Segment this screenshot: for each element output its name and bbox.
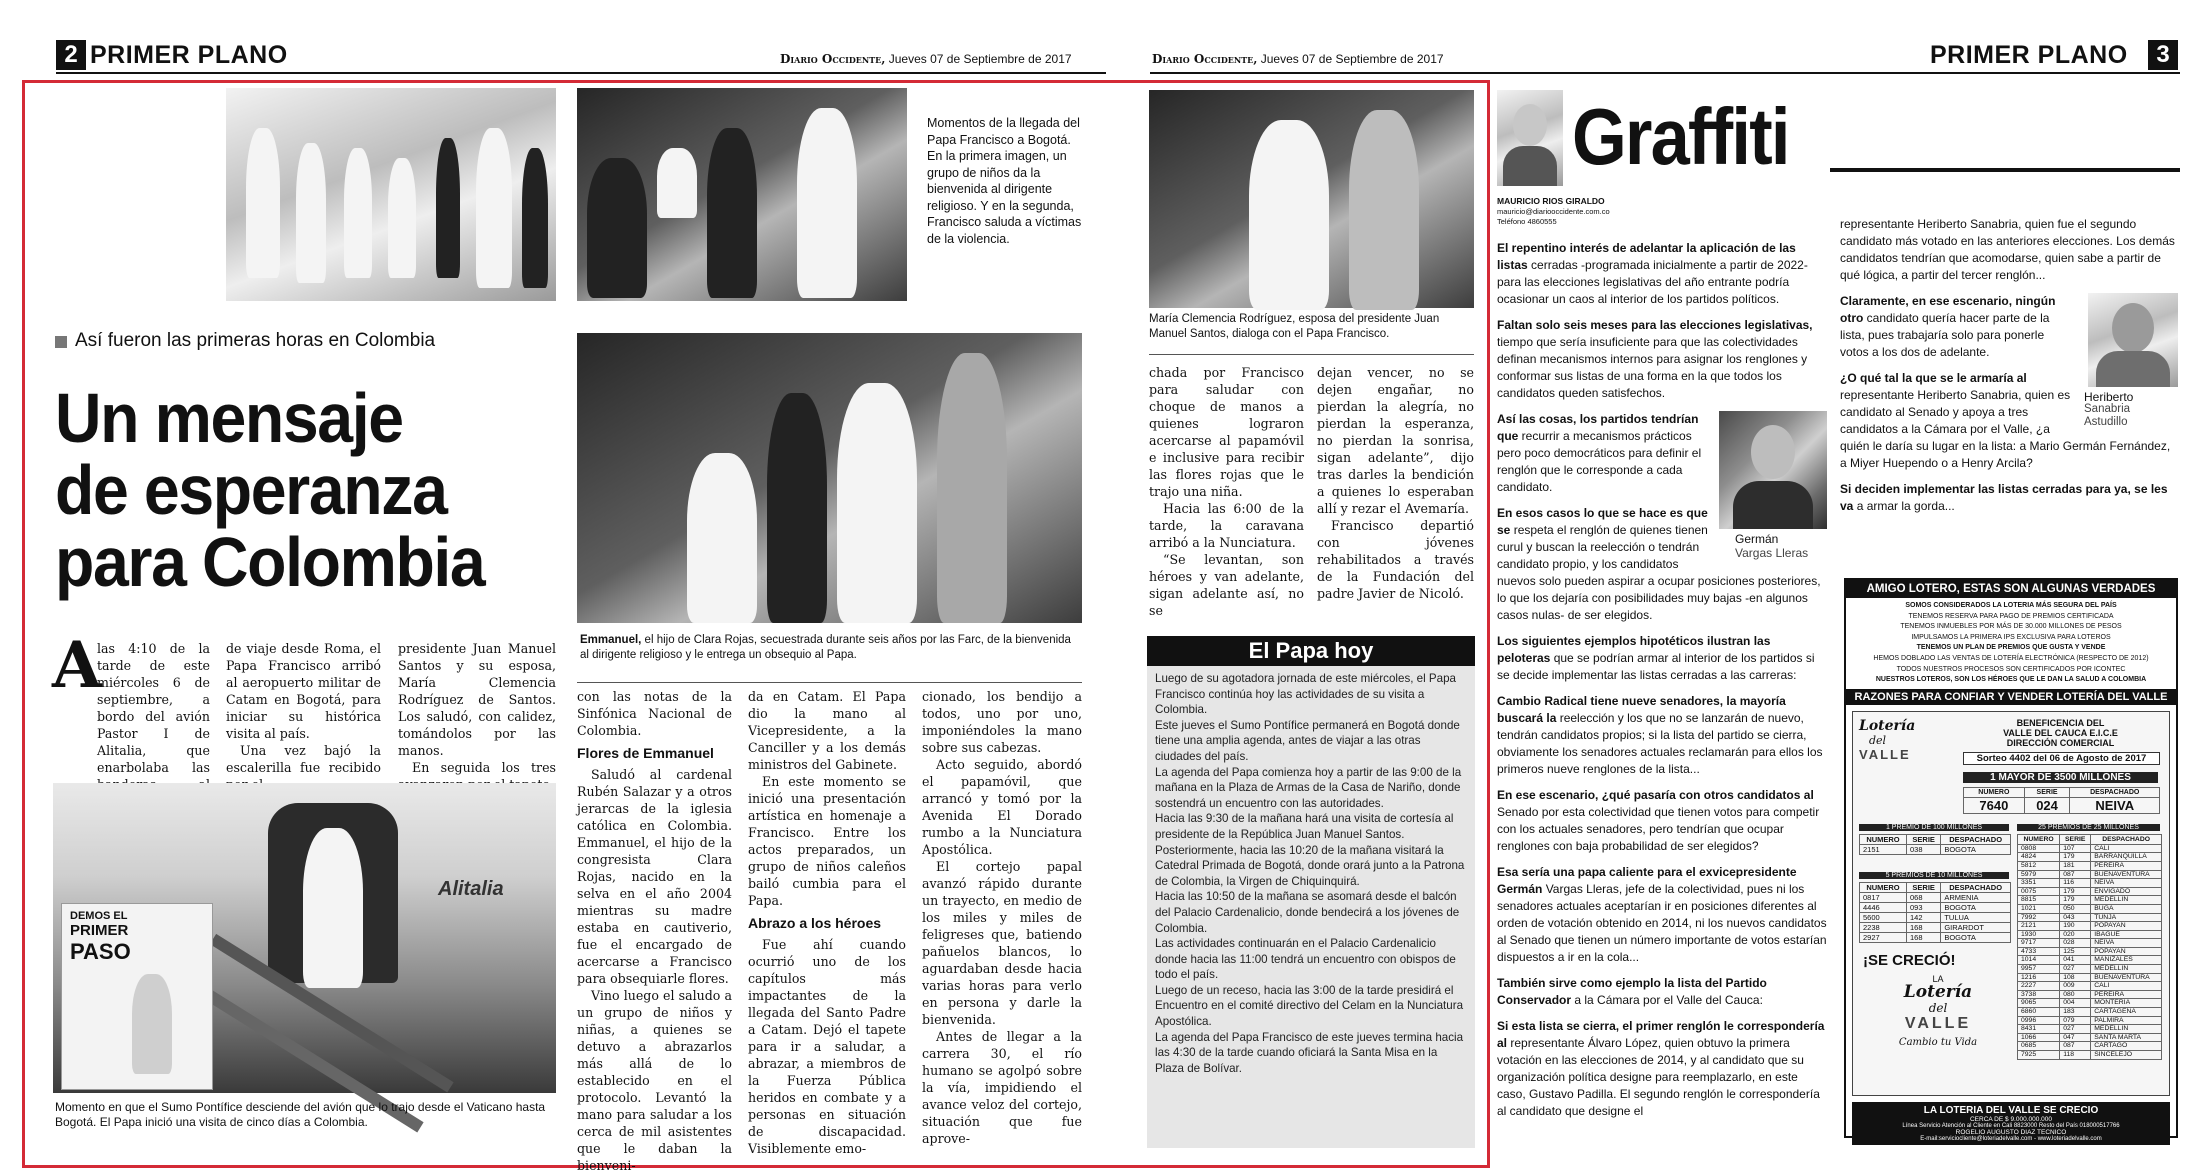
left-masthead [780, 52, 1072, 66]
lottery-results [1852, 711, 2170, 1096]
lottery-ad [1844, 578, 2178, 1142]
headline [55, 379, 485, 601]
table-cell: POPAYAN [2091, 922, 2162, 931]
article-col-7-p1: chada por Francisco para saludar con choque de manos a quienes lograron acercarse al papamóvil e inclusive para recibir las flores rojas que le trajo una niña. [1149, 365, 1304, 499]
graffiti-p6: Cambio Radical tiene nueve senadores, la mayoría buscará la reelección y los que no se lanzarán de nuevo, tendrán candidatos propios; si la lista del partido se cierra, obviamente los senadores actuales reclamarán para ellos los primeros nueve renglones de la lista... [1497, 694, 1823, 776]
article-col-4-p1: con las notas de la Sinfónica Nacional de Colombia. [577, 689, 732, 738]
table-cell: BUENAVENTURA [2091, 973, 2162, 982]
article-col-5-p1: da en Catam. El Papa dio la mano al Vicepresidente, a la Canciller y a los demás ministros del Gabinete. [748, 689, 906, 772]
table-row [2018, 1016, 2162, 1025]
masthead-date: Jueves 07 de Septiembre de 2017 [1257, 52, 1444, 66]
table-cell: MONTERIA [2091, 999, 2162, 1008]
premio2-label: 5 PREMIOS DE 10 MILLONES [1859, 872, 2009, 879]
table-cell: MEDELLIN [2091, 965, 2162, 974]
article-col-2 [226, 640, 381, 780]
table-row [2018, 861, 2162, 870]
welcome-banner [61, 903, 213, 1090]
table-row [2018, 999, 2162, 1008]
photo-plane-descent [53, 783, 556, 1093]
kicker: Así fueron las primeras horas en Colombia [75, 330, 436, 351]
article-col-6-p4: Antes de llegar a la carrera 30, el río humano se agolpó sobre la vía, impidiendo el avance veloz del cortejo, situación que fue aprove- [922, 1029, 1082, 1146]
graffiti-title: Graffiti [1572, 92, 1789, 181]
table-cell: MEDELLIN [2091, 1025, 2162, 1034]
table-row [2018, 1033, 2162, 1042]
german-photo [1719, 411, 1827, 529]
table-cell: BUENAVENTURA [2091, 870, 2162, 879]
photo-clemencia [1149, 90, 1474, 308]
headline-line-1: Un mensaje [55, 379, 403, 457]
heriberto-photo [2088, 293, 2178, 387]
kicker-square [55, 336, 67, 348]
papa-hoy-p3: La agenda del Papa comienza hoy a partir de las 9:00 de la mañana en la Plaza de Armas de la Casa de Nariño, donde sostendrá un encuentro con las autoridades. [1155, 765, 1462, 810]
papa-hoy-p2: Este jueves el Sumo Pontífice permanerá en Bogotá donde tiene una amplia agenda, antes de viajar a las otras ciudades del país. [1155, 718, 1460, 763]
german-photo-block [1715, 411, 1827, 561]
article-col-8-p1: dejan vencer, no se dejen engañar, no pierdan la alegría, no pierdan la esperanza, no pierdan la sonrisa, sigan adelante”, dijo tras darles la bendición a quienes lo esperaban allí y rezar el Avemaría. [1317, 365, 1474, 516]
beneficencia: BENEFICENCIA DEL VALLE DEL CAUCA E.I.C.E DIRECCIÓN COMERCIAL [2003, 717, 2118, 748]
table-cell: 7992 [2018, 913, 2060, 922]
papa-hoy-p7: Las actividades continuarán en el Palacio Cardenalicio donde hacia las 11:00 tendrá un encuentro con obispos de todo el país. [1155, 937, 1456, 982]
drop-cap: A [52, 628, 102, 703]
table-cell: 9717 [2018, 939, 2060, 948]
graffiti-p5: Los siguientes ejemplos hipotéticos ilustran las peloteras que se podrían armar al interior de los partidos si se decide implementar las listas cerradas a las carreras: [1497, 634, 1815, 682]
table-cell: 5812 [2018, 861, 2060, 870]
papa-hoy-title: El Papa hoy [1147, 636, 1475, 666]
table-cell: 6860 [2018, 1008, 2060, 1017]
table-cell: 020 [2060, 930, 2091, 939]
graffiti-p4: En esos casos lo que se hace es que se respeta el renglón de quienes tienen curul y buscan la reelección o tendrán candidato propio, y los candidatos nuevos solo pueden aspirar a ocupar posiciones posteriores, lo que los dejaría con posibilidades muy bajas -en algunos casos nulas- de ser elegidos. [1497, 506, 1821, 622]
article-col-8 [1317, 364, 1474, 624]
premio3-label: 25 PREMIOS DE 25 MILLONES [2017, 824, 2160, 831]
lottery-header-2: RAZONES PARA CONFIAR Y VENDER LOTERÍA DEL VALLE [1846, 689, 2176, 705]
table-cell: 2227 [2018, 982, 2060, 991]
right-page-number: 3 [2148, 40, 2178, 70]
author-photo [1497, 90, 1563, 186]
table-row [2018, 947, 2162, 956]
left-page-number: 2 [56, 40, 86, 70]
author-email: mauricio@diariooccidente.com.co [1497, 207, 1610, 216]
caption-emmanuel-bold: Emmanuel, [580, 634, 642, 646]
table-cell: 004 [2060, 999, 2091, 1008]
table-row [2018, 1025, 2162, 1034]
graffiti-title-rule [1830, 168, 2180, 172]
graffiti-p10: Si esta lista se cierra, el primer renglón le correspondería al representante Álvaro López, quien obtuvo la primera votación en las elecciones de 2014, y al candidato que su organización política designe para reemplazarlo, en este caso, Gustavo Padilla. El segundo renglón le correspondería al candidato que designe el [1497, 1019, 1825, 1118]
table-cell: CARTAGENA [2091, 1008, 2162, 1017]
graffiti-c2-p3: ¿O qué tal la que se le armaría al representante Heriberto Sanabria, quien es candidato al Senado y apoya a tres candidatos a la Cámara por el Valle, ¿a quién le daría su lugar en la lista: a Mario Germán Fernández, a Miyer Huependo o a Henry Arcila? [1840, 371, 2171, 470]
table-cell: 080 [2060, 990, 2091, 999]
table-row [2018, 844, 2162, 853]
banner-line-1: DEMOS EL [70, 910, 128, 922]
subhead-abrazo: Abrazo a los héroes [748, 915, 882, 931]
table-cell: 190 [2060, 922, 2091, 931]
table-cell: 079 [2060, 1016, 2091, 1025]
article-col-5 [748, 688, 906, 1156]
table-cell: 4824 [2018, 853, 2060, 862]
table-cell: 0996 [2018, 1016, 2060, 1025]
papa-hoy-p4: Hacia las 9:30 de la mañana hará una visita de cortesía al presidente de la República Juan Manuel Santos. [1155, 812, 1454, 841]
table-cell: 3738 [2018, 990, 2060, 999]
table-cell: 181 [2060, 861, 2091, 870]
lottery-header-1: AMIGO LOTERO, ESTAS SON ALGUNAS VERDADES [1846, 580, 2176, 598]
german-surname: Vargas Lleras [1735, 546, 1809, 560]
table-row [2018, 1051, 2162, 1060]
table-cell: 4733 [2018, 947, 2060, 956]
table-row [2018, 939, 2162, 948]
table-cell: 107 [2060, 844, 2091, 853]
masthead-name: Diario Occidente, [1152, 52, 1258, 66]
article-col-6-p1: cionado, los bendijo a todos, uno por uno, imponiéndoles la mano sobre sus cabezas. [922, 689, 1082, 755]
table-cell: PEREIRA [2091, 861, 2162, 870]
table-cell: SINCELEJO [2091, 1051, 2162, 1060]
table-cell: PALMIRA [2091, 1016, 2162, 1025]
left-section-title: PRIMER PLANO [90, 41, 288, 69]
table-cell: 0685 [2018, 1042, 2060, 1051]
caption-emmanuel-text: el hijo de Clara Rojas, secuestrada durante seis años por las Farc, de la bienvenida al dirigente religioso y le entrega un obsequio al Papa. [580, 634, 1071, 661]
table-cell: 179 [2060, 896, 2091, 905]
photo-victims-greeting [577, 88, 907, 301]
article-col-1 [55, 640, 210, 780]
table-cell: CALI [2091, 844, 2162, 853]
graffiti-c2-p1: representante Heriberto Sanabria, quien fue el segundo candidato más votado en las anteriores elecciones. Los demás candidatos tendrían que acomodarse, quien sabe a partir de qué lógica, a partir del tercer renglón... [1840, 217, 2175, 282]
left-header-rule [56, 72, 1106, 74]
masthead-date: Jueves 07 de Septiembre de 2017 [885, 52, 1072, 66]
mayor-table: NUMERO SERIE DESPACHADO 7640 024 NEIVA [1963, 787, 2160, 814]
table-row [2018, 956, 2162, 965]
table-row [2018, 853, 2162, 862]
crecio-logo: LA Lotería del VALLE Cambio tu Vida [1898, 973, 1978, 1048]
rule-under-clemencia [1149, 354, 1474, 355]
table-cell: ENVIGADO [2091, 887, 2162, 896]
article-col-4-p2: Saludó al cardenal Rubén Salazar y a otros jerarcas de la iglesia católica en Colombia. Emmanuel, el hijo de la congresista Clara Rojas, nacido en la selva en el año 2004 mientras su madre estaba en cautiverio, fue el encargado de acercarse a Francisco para obsequiarle flores. [577, 767, 732, 986]
table-row [2018, 930, 2162, 939]
article-col-5-p3: Fue ahí cuando ocurrió uno de los capítulos más impactantes de la llegada del Santo Padre a Catam. Dejó el tapete para ir a saludar, a abrazar, a miembros de la Fuerza Pública heridos en combate y a personas en situación de discapacidad. Visiblemente emo- [748, 937, 906, 1156]
article-col-4 [577, 688, 732, 1173]
table-cell: PEREIRA [2091, 990, 2162, 999]
table-cell: 5979 [2018, 870, 2060, 879]
table-cell: 116 [2060, 879, 2091, 888]
table-cell: 7925 [2018, 1051, 2060, 1060]
table-cell: 183 [2060, 1008, 2091, 1017]
banner-line-3: PASO [70, 939, 131, 964]
papa-hoy-body [1147, 666, 1475, 1076]
papa-hoy-p8: Luego de un receso, hacia las 3:00 de la tarde presidirá el Encuentro en el comité directivo del Celam en la Nunciatura Apostólica. [1155, 983, 1464, 1029]
right-masthead [1152, 52, 1444, 66]
photo-emmanuel [577, 333, 1082, 623]
papa-hoy-p5: Posteriormente, hacia las 10:20 de la mañana visitará la Catedral Primada de Bogotá, donde orará junto a la Patrona de Colombia, la Virgen de Chiquinquirá. [1155, 843, 1465, 888]
table-row [2018, 887, 2162, 896]
table-cell: 0075 [2018, 887, 2060, 896]
article-col-3 [398, 640, 556, 780]
graffiti-col-1 [1497, 240, 1827, 1150]
table-cell: 043 [2060, 913, 2091, 922]
table-cell: 1014 [2018, 956, 2060, 965]
table-row [2018, 896, 2162, 905]
article-col-7-p2: Hacia las 6:00 de la tarde, la caravana arribó a la Nunciatura. [1149, 501, 1304, 550]
article-col-6-p3: El cortejo papal avanzó rápido durante un trayecto, en medio de los miles y miles de feligreses que, batiendo pañuelos blancos, lo aguardaban desde hacia varias horas para verlo en persona y darle la bienvenida. [922, 859, 1082, 1027]
table-cell: 3351 [2018, 879, 2060, 888]
author-name: MAURICIO RIOS GIRALDO [1497, 196, 1605, 206]
lottery-footer: LA LOTERIA DEL VALLE SE CRECIO CERCA DE $ 9.000.000.000 Línea Servicio Atención al Cliente en Cali 8823000 Resto del País 018000517766 ROGELIO AUGUSTO DIAZ TECNICO E-mail:serviciocliente@loteriadelvalle.com - www.loteriadelvalle.com [1852, 1102, 2170, 1145]
premio1-table: NUMERO SERIE DESPACHADO 2151 038 BOGOTA [1859, 834, 2011, 855]
table-row [2018, 904, 2162, 913]
lottery-logo: Lotería del VALLE [1859, 717, 1916, 762]
table-cell: MANIZALES [2091, 956, 2162, 965]
table-cell: 9957 [2018, 965, 2060, 974]
heriberto-surname: Sanabria Astudillo [2084, 403, 2131, 428]
article-col-4-p3: Vino luego el saludo a un grupo de niños y niñas, a quienes se detuvo a abrazarlos más allá de lo establecido en el protocolo. Levantó la mano para saludar a los cerca de mil asistentes que le daban la bienveni- [577, 988, 732, 1173]
table-cell: 087 [2060, 1042, 2091, 1051]
table-cell: 1021 [2018, 904, 2060, 913]
table-cell: 9065 [2018, 999, 2060, 1008]
sorteo-label: Sorteo 4402 del 06 de Agosto de 2017 [1963, 752, 2160, 765]
author-phone: Teléfono 4860555 [1497, 217, 1557, 226]
graffiti-c2-p4: Si deciden implementar las listas cerradas para ya, se les va a armar la gorda... [1840, 482, 2168, 513]
article-col-8-p2: Francisco departió con jóvenes rehabilitados a través de la Fundación del padre Javier de Nicoló. [1317, 518, 1474, 601]
table-cell: TUNJA [2091, 913, 2162, 922]
table-row [2018, 870, 2162, 879]
table-cell: CARTAGO [2091, 1042, 2162, 1051]
table-row [2018, 982, 2162, 991]
table-row [2018, 1008, 2162, 1017]
heriberto-name: Heriberto [2084, 390, 2134, 404]
graffiti-p7: En ese escenario, ¿qué pasaría con otros candidatos al Senado por esta colectividad que tienen votos para competir con los actuales senadores, pero tendrían que ocupar renglones con baja probabilidad de ser elegidos? [1497, 788, 1820, 853]
table-cell: 041 [2060, 956, 2091, 965]
plane-brand: Alitalia [438, 878, 504, 900]
caption-arrival: Momentos de la llegada del Papa Francisco a Bogotá. En la primera imagen, un grupo de niños da la bienvenida al dirigente religioso. Y en la segunda, Francisco saluda a víctimas de la violencia. [927, 116, 1082, 246]
table-cell: NEIVA [2091, 939, 2162, 948]
table-cell: 2121 [2018, 922, 2060, 931]
table-cell: BUGA [2091, 904, 2162, 913]
article-col-3-p1: presidente Juan Manuel Santos y su esposa, María Clemencia Rodríguez de Santos. Los saludó, con calidez, tomándolos por las manos. [398, 641, 556, 758]
papa-hoy-p1: Luego de su agotadora jornada de este miércoles, el Papa Francisco continúa hoy las actividades de su visita a Colombia. [1155, 672, 1457, 717]
papa-hoy-box [1147, 636, 1475, 1148]
table-cell: 009 [2060, 982, 2091, 991]
table-row [2018, 913, 2162, 922]
table-row [2018, 1042, 2162, 1051]
graffiti-p9: También sirve como ejemplo la lista del Partido Conservador a la Cámara por el Valle del Cauca: [1497, 976, 1767, 1007]
article-col-6-p2: Acto seguido, abordó el papamóvil, que arrancó y tomó por la Avenida El Dorado rumbo a la Nunciatura Apostólica. [922, 757, 1082, 857]
table-cell: BARRANQUILLA [2091, 853, 2162, 862]
crecio-text: ¡SE CRECIÓ! [1863, 951, 1956, 969]
table-cell: 1216 [2018, 973, 2060, 982]
table-cell: MEDELLIN [2091, 896, 2162, 905]
table-cell: 118 [2060, 1051, 2091, 1060]
right-header-rule [1150, 72, 2180, 74]
table-cell: 028 [2060, 939, 2091, 948]
mayor-label: 1 MAYOR DE 3500 MILLONES [1963, 772, 2158, 783]
lottery-verdades: SOMOS CONSIDERADOS LA LOTERIA MÁS SEGURA DEL PAÍS TENEMOS RESERVA PARA PAGO DE PREMIOS CERTIFICADA TENEMOS INMUEBLES POR MÁS DE 30.000 MILLONES DE PESOS IMPULSAMOS LA PRIMERA IPS EXCLUSIVA PARA LOTEROS TENEMOS UN PLAN DE PREMIOS QUE GUSTA Y VENDE HEMOS DOBLADO LAS VENTAS DE LOTERÍA ELECTRÓNICA (RESPECTO DE 2012) TODOS NUESTROS PROCESOS SON CERTIFICADOS POR ICONTEC NUESTROS LOTEROS, SON LOS HÉROES QUE LE DAN LA SALUD A COLOMBIA [1873, 602, 2149, 684]
table-row [2018, 965, 2162, 974]
article-col-1-text: las 4:10 de la tarde de este miércoles 6 de septiembre, a bordo del avión Pastor I de Alitalia, que enarbolaba las [97, 641, 210, 775]
headline-line-3: para Colombia [55, 523, 485, 601]
table-row [2018, 973, 2162, 982]
heriberto-photo-block [2078, 293, 2178, 428]
graffiti-p8: Esa sería una papa caliente para el exvicepresidente Germán Vargas Lleras, jefe de la colectividad, pues ni los senadores actuales aceptarían ir en posiciones diferentes al orden de votación obtenido en 2014, ni los nuevos candidatos al Senado que tienen un número importante de votos estarían dispuestos a ir en la cola... [1497, 865, 1827, 964]
article-col-6 [922, 688, 1082, 1148]
subhead-flores: Flores de Emmanuel [577, 745, 714, 761]
article-col-7 [1149, 364, 1304, 624]
table-cell: 027 [2060, 1025, 2091, 1034]
table-cell: 179 [2060, 853, 2091, 862]
graffiti-c2-p2: Claramente, en ese escenario, ningún otro candidato quería hacer parte de la lista, pues trabajaría solo para ponerle votos a los dos de adelante. [1840, 294, 2056, 359]
premio1-label: 1 PREMIO DE 100 MILLONES [1859, 824, 2009, 831]
table-cell: NEIVA [2091, 879, 2162, 888]
caption-clemencia: María Clemencia Rodríguez, esposa del presidente Juan Manuel Santos, dialoga con el Papa Francisco. [1149, 313, 1440, 340]
table-cell: IBAGUE [2091, 930, 2162, 939]
papa-hoy-p9: La agenda del Papa Francisco de este jueves termina hacia las 4:30 de la tarde cuando oficiará la Santa Misa en la Plaza de Bolívar. [1155, 1030, 1464, 1075]
table-row [2018, 990, 2162, 999]
caption-plane: Momento en que el Sumo Pontífice desciende del avión que lo trajo desde el Vaticano hasta Bogotá. El Papa inició una visita de cinco días a Colombia. [55, 1100, 546, 1129]
premio3-table: NUMERO SERIE DESPACHADO 0808 107 CALI 4824 179 BARRANQUILLA 5812 181 PEREIRA 5979 087 BUENAVENTURA 3351 116 NEIVA 0075 179 ENVIGADO 8815 179 MEDELLIN 1021 050 BUGA 7992 043 TUNJA 2121 190 POPAYAN 1930 020 IBAGUE 9717 028 NEIVA 4733 125 POPAYAN 1014 041 MANIZALES 9957 027 MEDELLIN 1216 108 BUENAVENTURA 2227 009 CALI 3738 080 PEREIRA 9065 004 MONTERIA 6860 183 CARTAGENA 0996 079 PALMIRA 8431 027 MEDELLIN 1066 047 SANTA MARTA 0685 087 CARTAGO 7925 118 SINCELEJO [2017, 834, 2162, 1060]
premio2-table: NUMERO SERIE DESPACHADO 0817 068 ARMENIA 4446 093 BOGOTA 5600 142 TULUA 2238 168 GIRARDOT 2927 168 BOGOTA [1859, 882, 2011, 943]
table-cell: 8431 [2018, 1025, 2060, 1034]
headline-line-2: de esperanza [55, 451, 447, 529]
table-cell: 8815 [2018, 896, 2060, 905]
table-cell: POPAYAN [2091, 947, 2162, 956]
table-row [2018, 879, 2162, 888]
right-section-title: PRIMER PLANO [1930, 41, 2128, 69]
article-col-3-p2: En seguida los tres [412, 760, 556, 775]
graffiti-p2: Faltan solo seis meses para las elecciones legislativas, tiempo que sería insuficiente para que las colectividades definan mecanismos internos para asignar los renglones y conformar sus listas de una forma en la que todos los candidatos queden satisfechos. [1497, 318, 1813, 400]
masthead-name: Diario Occidente, [780, 52, 886, 66]
article-col-7-p3: “Se levantan, son héroes y van adelante, sigan adelante así, no se [1149, 552, 1304, 618]
photo-children-welcome [226, 88, 556, 301]
german-name: Germán [1735, 532, 1779, 546]
table-cell: 050 [2060, 904, 2091, 913]
banner-line-2: PRIMER [70, 922, 129, 939]
table-cell: 179 [2060, 887, 2091, 896]
article-col-5-p2: En este momento se inició una presentación artística en homenaje a Francisco. Entre los actos preparados, un grupo de niños caleños bailó cumbia para el Papa. [748, 774, 906, 908]
table-cell: 108 [2060, 973, 2091, 982]
table-cell: CALI [2091, 982, 2162, 991]
table-cell: 1930 [2018, 930, 2060, 939]
table-cell: 1066 [2018, 1033, 2060, 1042]
graffiti-p1: El repentino interés de adelantar la aplicación de las listas cerradas -programada inicialmente a partir de 2022- para las elecciones legislativas del año entrante podría ocasionar un caos al interior de los partidos políticos. [1497, 241, 1808, 306]
article-col-2-p1: de viaje desde Roma, el Papa Francisco arribó al aeropuerto militar de Catam en Bogotá, para iniciar su histórica visita al país. [226, 641, 381, 741]
caption-emmanuel [580, 633, 1080, 663]
article-col-2-p2: Una vez bajó la escalerilla fue recibido [226, 743, 381, 775]
graffiti-p3: Así las cosas, los partidos tendrían que recurrir a mecanismos prácticos pero poco democráticos para definir el renglón que le corresponde a cada candidato. [1497, 412, 1702, 494]
table-cell: 027 [2060, 965, 2091, 974]
table-cell: 047 [2060, 1033, 2091, 1042]
table-row [2018, 922, 2162, 931]
graffiti-col-2 [1840, 216, 2178, 566]
pope-figure [303, 828, 363, 988]
table-cell: 125 [2060, 947, 2091, 956]
table-cell: SANTA MARTA [2091, 1033, 2162, 1042]
table-cell: 0808 [2018, 844, 2060, 853]
papa-hoy-p6: Hacia las 10:50 de la mañana se asomará desde el balcón del Palacio Cardenalicio, donde bendecirá a los jóvenes de Colombia. [1155, 890, 1460, 935]
rule-under-emmanuel [577, 682, 1082, 683]
table-cell: 087 [2060, 870, 2091, 879]
